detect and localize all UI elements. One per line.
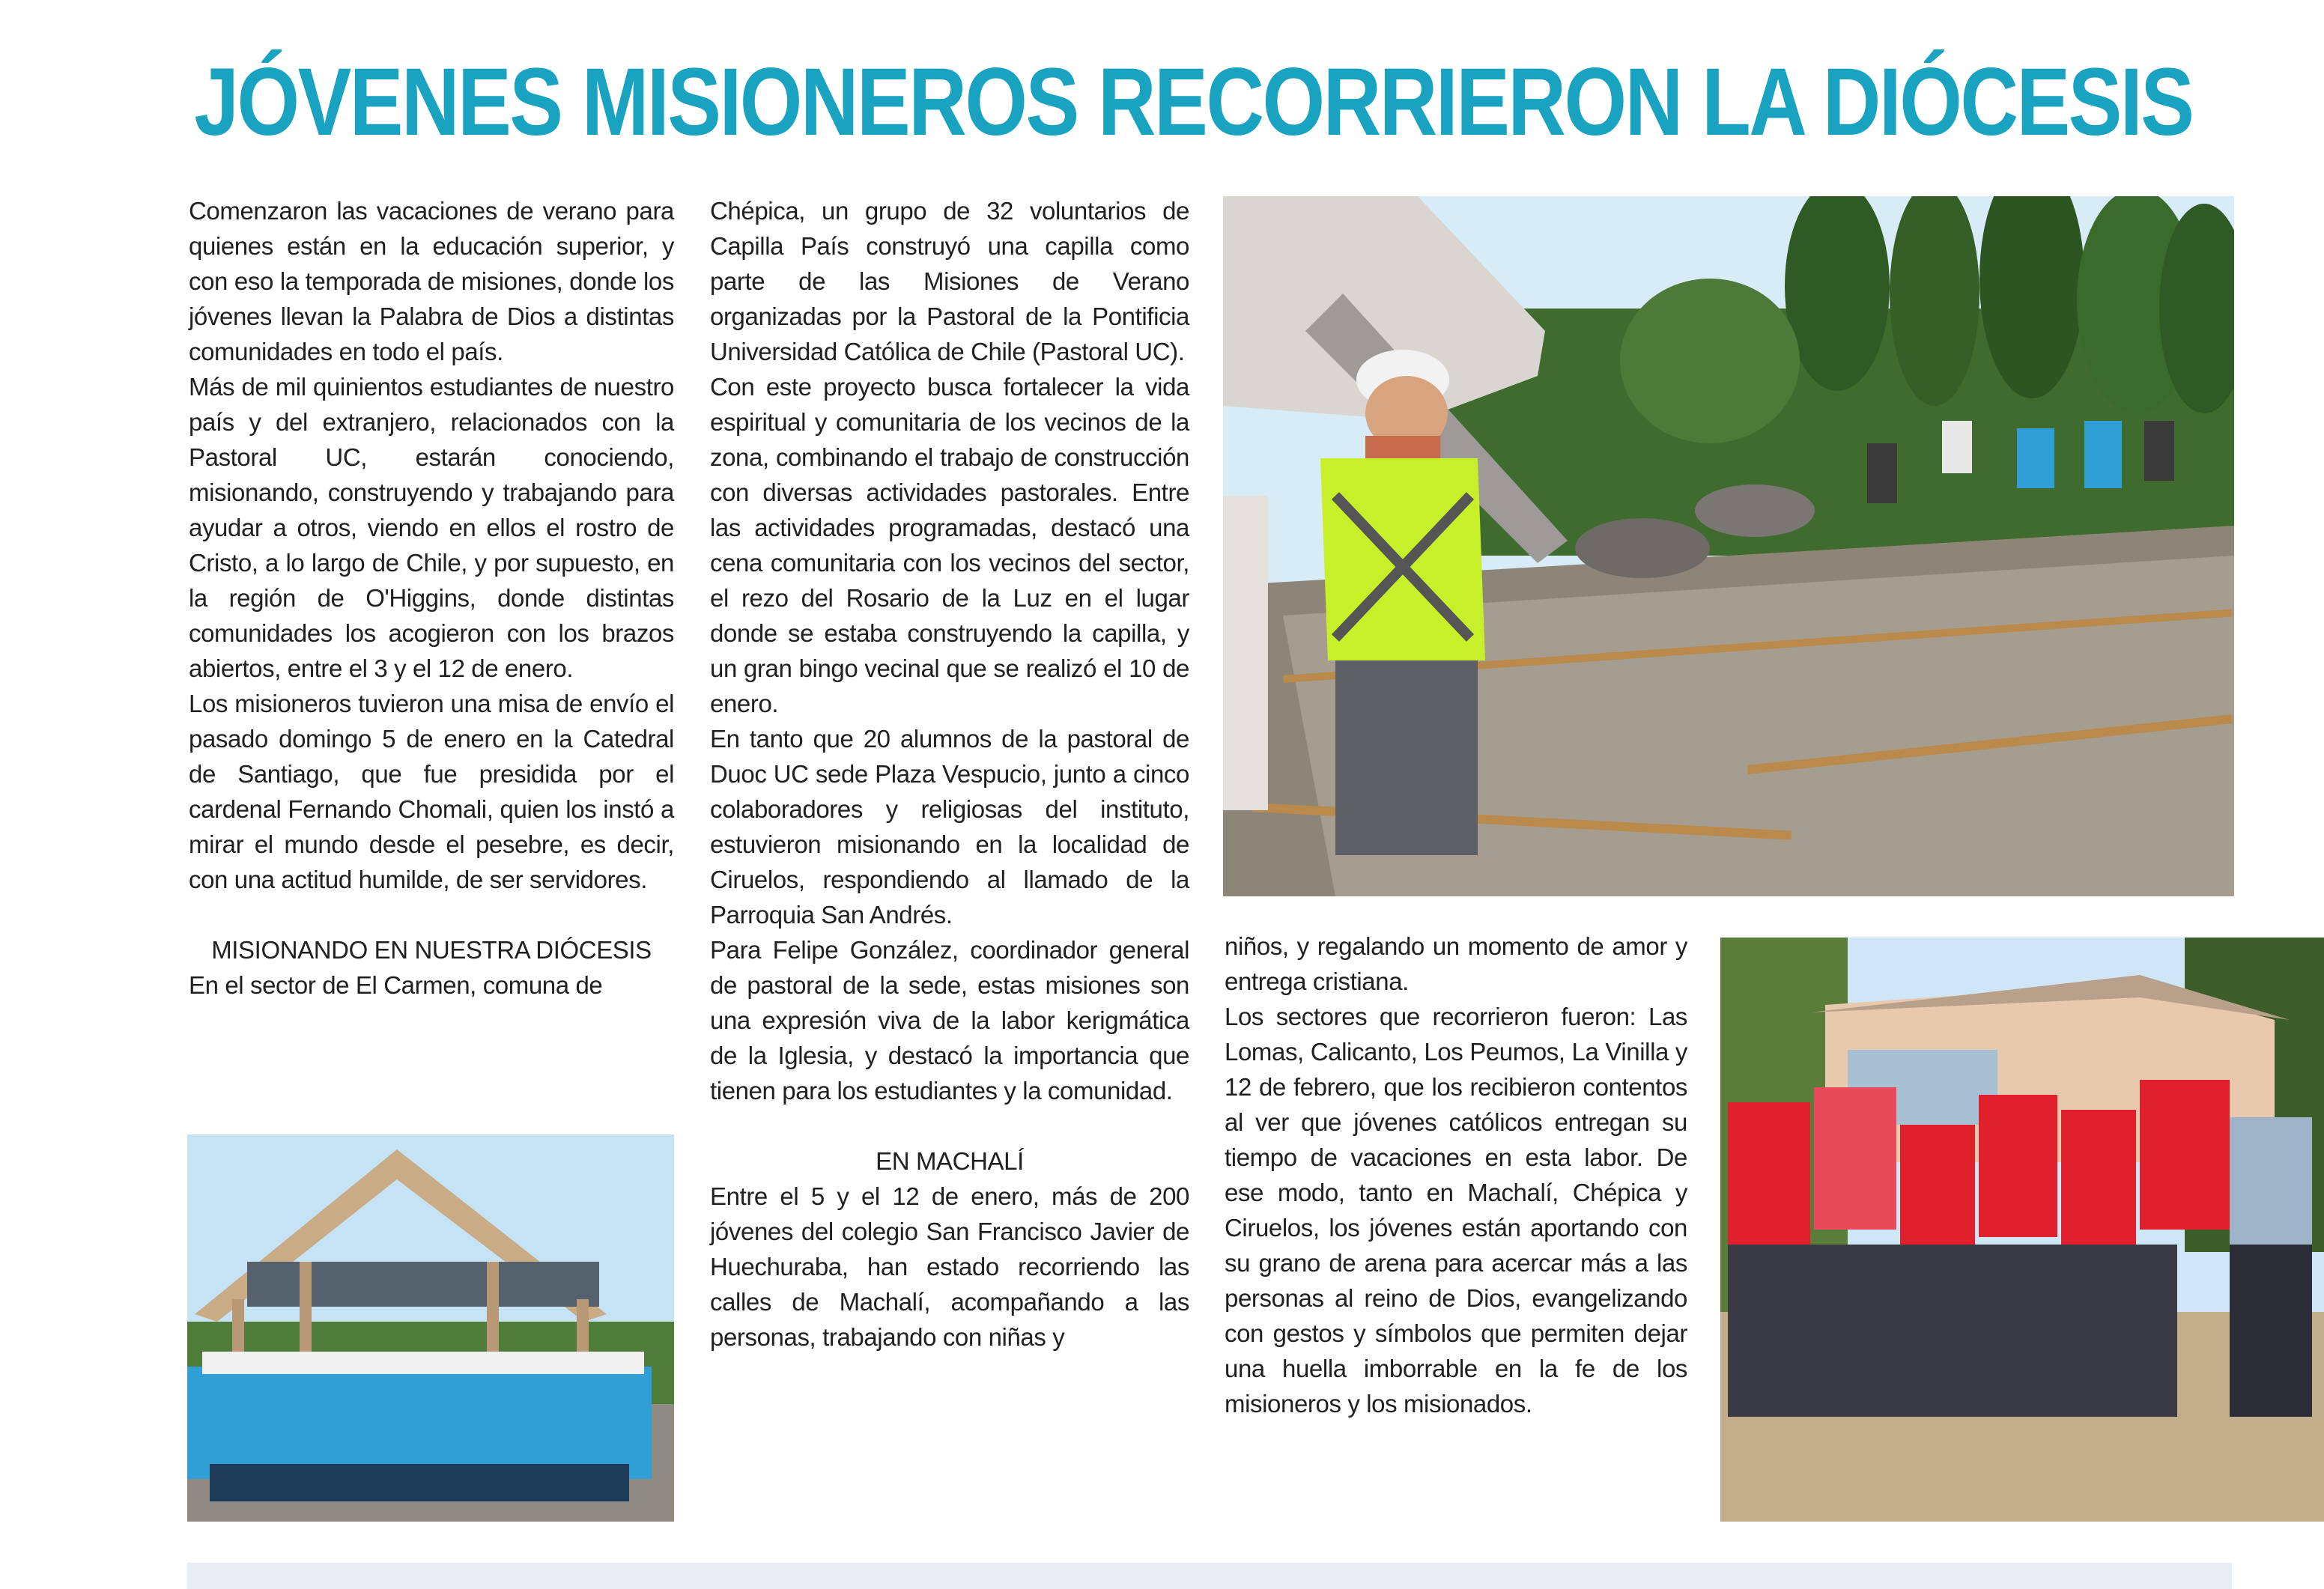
construction-scene <box>1223 196 2234 896</box>
section-subhead: EN MACHALÍ <box>876 1147 1024 1175</box>
missionaries-scene <box>1720 938 2324 1522</box>
paragraph: Los sectores que recorrieron fueron: Las Lomas, Calicanto, Los Peumos, La Vinilla y 12 de febrero, que los recibieron contentos al ver que jóvenes católicos entregan su tiempo de vacaciones en esta labor. De ese modo, tanto en Machalí, Chépica y Ciruelos, los jóvenes están aportando con su grano de arena para acercar más a las personas al reino de Dios, evangelizando con gestos y símbolos que permiten dejar una huella imborrable en la fe de los misioneros y los misionados. <box>1225 1003 1687 1418</box>
paragraph: Más de mil quinientos estudiantes de nuestro país y del extranjero, relacionados con la Pastoral UC, estarán conociendo, misionando, construyendo y trabajando para ayudar a otros, viendo en ellos el rostro de Cristo, a lo largo de Chile, y por supuesto, en la región de O'Higgins, donde distintas comunidades los acogieron con los brazos abiertos, entre el 3 y el 12 de enero. <box>189 373 674 682</box>
spacer <box>189 897 674 932</box>
paragraph: Chépica, un grupo de 32 voluntarios de Capilla País construyó una capilla como parte de las Misiones de Verano organizadas por la Pastoral de la Pontificia Universidad Católica de Chile (Pastoral UC). <box>710 197 1189 365</box>
paragraph: Entre el 5 y el 12 de enero, más de 200 jóvenes del colegio San Francisco Javier de Huechuraba, han estado recorriendo las calles de Machalí, acompañando a las personas, trabajando con niñas y <box>710 1182 1189 1351</box>
paragraph: niños, y regalando un momento de amor y entrega cristiana. <box>1225 932 1687 995</box>
missionaries-group-photo <box>1720 938 2324 1522</box>
chapel-scene <box>187 1134 674 1522</box>
section-subhead: MISIONANDO EN NUESTRA DIÓCESIS <box>211 936 652 964</box>
paragraph: Comenzaron las vacaciones de verano para quienes están en la educación superior, y con eso la temporada de misiones, donde los jóvenes llevan la Palabra de Dios a distintas comunidades en todo el país. <box>189 197 674 365</box>
spacer <box>710 1108 1189 1143</box>
construction-photo <box>1223 196 2234 896</box>
paragraph: Para Felipe González, coordinador general de pastoral de la sede, estas misiones son una expresión viva de la labor kerigmática de la Iglesia, y destacó la importancia que tienen para los estudiantes y la comunidad. <box>710 936 1189 1105</box>
paragraph: Los misioneros tuvieron una misa de envío el pasado domingo 5 de enero en la Catedral de Santiago, que fue presidida por el cardenal Fernando Chomali, quien los instó a mirar el mundo desde el pesebre, es decir, con una actitud humilde, de ser servidores. <box>189 690 674 893</box>
headline: JÓVENES MISIONEROS RECORRIERON LA DIÓCESIS <box>194 49 2193 156</box>
paragraph: En el sector de El Carmen, comuna de <box>189 971 603 999</box>
chapel-group-photo <box>187 1134 674 1522</box>
paragraph: En tanto que 20 alumnos de la pastoral de Duoc UC sede Plaza Vespucio, junto a cinco colaboradores y religiosas del instituto, estuvieron misionando en la localidad de Ciruelos, respondiendo al llamado de la Parroquia San Andrés. <box>710 725 1189 929</box>
paragraph: Con este proyecto busca fortalecer la vida espiritual y comunitaria de los vecinos de la zona, combinando el trabajo de construcción con diversas actividades pastorales. Entre las actividades programadas, destacó una cena comunitaria con los vecinos del sector, el rezo del Rosario de la Luz en el lugar donde se estaba construyendo la capilla, y un gran bingo vecinal que se realizó el 10 de enero. <box>710 373 1189 717</box>
article-column-1 <box>189 193 674 1003</box>
article-column-2 <box>710 193 1189 1355</box>
article-column-3 <box>1225 929 1687 1421</box>
bottom-bar <box>187 1563 2232 1589</box>
